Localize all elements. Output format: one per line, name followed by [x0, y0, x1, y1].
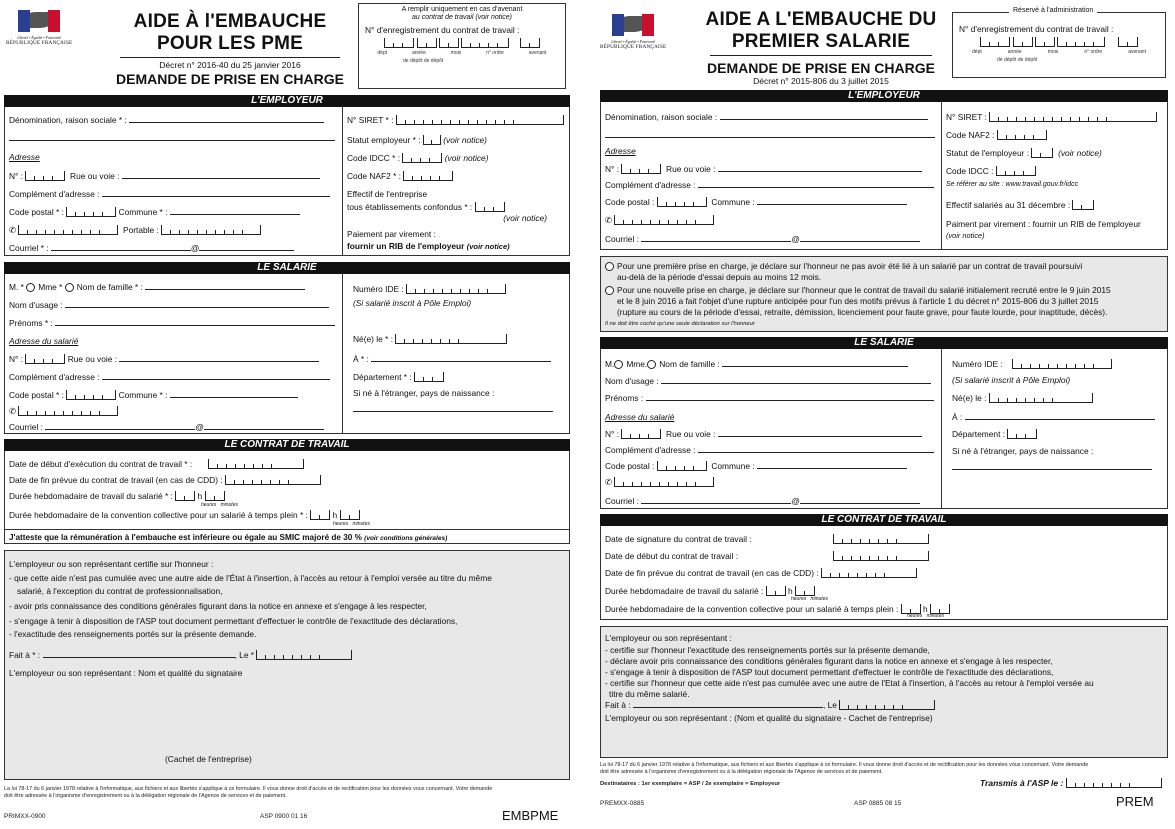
family-name-label: Nom de famille * : [76, 282, 143, 292]
email-domain-input[interactable] [800, 234, 920, 242]
street-number-input[interactable] [25, 171, 65, 181]
employee-email-input[interactable] [641, 496, 791, 504]
contract-box: Date de signature du contrat de travail : Date de début du contrat de travail : Date de fin prévue du contrat de travail (en cas de CDD) : Durée hebdomadaire de travail du salarié : h heures minutes Durée hebdomadaire de la convention collective pour un salarié à temps plein : h heures minutes [600, 526, 1168, 620]
email-at: @ [190, 243, 200, 253]
birth-place-input[interactable] [965, 412, 1155, 420]
fait-input[interactable] [43, 650, 235, 658]
phone-icon: ✆ [605, 215, 613, 225]
idcc-label: Code IDCC * : [347, 153, 401, 163]
employee-city-input[interactable] [757, 461, 907, 469]
headcount-label: Effectif de l'entreprise [347, 189, 428, 199]
form-code: PRIMXX-0900 [4, 813, 46, 820]
birth-place-label: À * : [353, 354, 369, 364]
form-short-code: EMBPME [502, 808, 559, 823]
section-contrat: LE CONTRAT DE TRAVAIL [600, 514, 1168, 526]
asp-code: ASP 0885 08 15 [854, 800, 902, 807]
idcc-input[interactable] [402, 153, 442, 163]
admin-caption-note: au contrat de travail (voir notice) [412, 13, 512, 21]
marianne-logo: Liberté • Égalité • Fraternité RÉPUBLIQUE FRANÇAISE [600, 10, 666, 50]
employee-box: M. * Mme * Nom de famille * : Nom d'usage : Prénoms * : Adresse du salarié N° : Rue ou voie : Complément d'adresse : Code postal * : Commune * : ✆ Courriel : @ Numéro IDE : (Si salarié inscrit à Pôle Emploi) Né(e) le * : À * : Département * : Si né à l'étranger, pays de naissance : [4, 274, 570, 434]
birth-country-label: Si né à l'étranger, pays de naissance : [353, 388, 495, 398]
registration-digit-sub: de dépôt de dépôt [403, 58, 444, 65]
recipients: Destinataires : 1er exemplaire = ASP / 2e exemplaire = Employeur [600, 781, 781, 787]
section-contrat: LE CONTRAT DE TRAVAIL [4, 439, 570, 451]
contract-start-input[interactable] [208, 459, 304, 469]
phone-icon: ✆ [9, 225, 17, 235]
signature-date-input[interactable] [839, 700, 935, 710]
employee-complement-input[interactable] [698, 445, 934, 453]
email-input[interactable] [641, 234, 791, 242]
contract-signature-input[interactable] [833, 534, 929, 544]
family-name-input[interactable] [145, 282, 305, 290]
phone-icon: ✆ [605, 477, 613, 487]
denomination-input-2[interactable] [9, 133, 335, 141]
phone-icon: ✆ [9, 406, 17, 416]
idcc-input[interactable] [996, 166, 1036, 176]
phone-input[interactable] [18, 225, 118, 235]
legal-notice: La loi 78-17 du 6 janvier 1978 relative à l'informatique, aux fichiers et aux libertés s'applique à ce formulaire. Il vous donne droit d'accès et de rectification pour les données vous concernant. Votre demande doit être adressée à l'organisme d'enregistrement ou à la délégation régionale de l'Agence de services et de paiement. [4, 786, 493, 799]
street-input[interactable] [122, 171, 320, 179]
admin-caption: A remplir uniquement en cas d'avenant [401, 6, 523, 13]
form-title-block [102, 12, 358, 86]
decree: Décret n° 2015-806 du 3 juillet 2015 [753, 76, 889, 86]
civ-mme-radio[interactable] [65, 283, 74, 292]
title-line-2: POUR LES PME [157, 33, 303, 54]
employee-email-domain-input[interactable] [204, 422, 324, 430]
transmis-date-input[interactable] [1066, 778, 1162, 788]
admin-box: Réservé à l'administration N° d'enregistrement du contrat de travail : dépt année mois n° ordre avenant de dépôt de dépôt [952, 12, 1166, 78]
weekly-hours-input[interactable] [766, 586, 786, 596]
employee-postcode-input[interactable] [66, 390, 116, 400]
address-complement-input[interactable] [698, 180, 934, 188]
signatory-label: L'employeur ou son représentant : (Nom et qualité du signataire - Cachet de l'entreprise) [605, 713, 933, 723]
ide-label: Numéro IDE : [353, 284, 404, 294]
naf-label: Code NAF2 * : [347, 171, 401, 181]
form-title: DEMANDE DE PRISE EN CHARGE [707, 60, 935, 76]
weekly-hours-input[interactable] [175, 491, 195, 501]
denomination-input-2[interactable] [605, 130, 935, 138]
employee-email-domain-input[interactable] [800, 496, 920, 504]
street-number-input[interactable] [621, 164, 661, 174]
decree: Décret n° 2016-40 du 25 janvier 2016 [159, 60, 301, 70]
logo-republique: RÉPUBLIQUE FRANÇAISE [6, 40, 73, 46]
idcc-site: Se référer au site : www.travail.gouv.fr/idcc [946, 181, 1079, 188]
birth-country-input[interactable] [353, 404, 553, 412]
title-line-2: PREMIER SALARIE [731, 31, 911, 52]
employee-box: M. Mme. Nom de famille : Nom d'usage : Prénoms : Adresse du salarié N° : Rue ou voie : Complément d'adresse : Code postal : Commune : ✆ Courriel : @ Numéro IDE : (Si salarié inscrit à Pôle Emploi) Né(e) le : À : Département : Si né à l'étranger, pays de naissance : [600, 349, 1168, 509]
mobile-label: Portable : [123, 225, 159, 235]
fait-label: Fait à * : [9, 650, 41, 660]
usage-name-input[interactable] [661, 376, 931, 384]
form-embauche-pme [4, 0, 570, 829]
phone-input[interactable] [614, 215, 714, 225]
address-complement-label: Complément d'adresse : [9, 189, 100, 199]
contract-end-input[interactable] [821, 568, 917, 578]
mobile-input[interactable] [161, 225, 261, 235]
headcount-input[interactable] [1072, 200, 1094, 210]
fait-input[interactable] [633, 700, 823, 708]
civ-mme-radio[interactable] [647, 360, 656, 369]
declaration-box: Pour une première prise en charge, je déclare sur l'honneur ne pas avoir été lié à un salarié par un contrat de travail poursuivi au-delà de la période d'essai depuis au moins 12 mois. Pour une nouvelle prise en charge, je déclare sur l'honneur que le contrat de travail du salarié initialement recruté entre le 9 juin 2015 et le 8 juin 2016 a fait l'objet d'une rupture anticipée pour l'un des motifs prévus à l'article 1 du décret n° 2015-806 du 3 juillet 2015 (rupture au cours de la période d'essai, retraite, démission, licenciement pour faute grave, pour faute lourde, pour inaptitude, décès). Il ne doit être coché qu'une seule déclaration sur l'honneur [600, 256, 1168, 332]
siret-label: N° SIRET * : [347, 115, 394, 125]
denomination-input[interactable] [129, 115, 324, 123]
contract-box: Date de début d'exécution du contrat de travail * : Date de fin prévue du contrat de travail (en cas de CDD) : Durée hebdomadaire de travail du salarié * : h heures minutes Durée hebdomadaire de la convention collective pour un salarié à temps plein * : h heures minutes J'atteste que la rémunération à l'embauche est inférieure ou égale au SMIC majoré de 30 % (voir conditions générales) [4, 451, 570, 544]
conv-minutes-input[interactable] [340, 510, 360, 520]
birth-country-input[interactable] [952, 462, 1152, 470]
employer-status-label: Statut employeur * : [347, 135, 421, 145]
registration-digit-labels: dépt année mois n° ordre avenant [377, 50, 547, 57]
siret-input[interactable] [396, 115, 564, 125]
registration-number-field[interactable] [365, 38, 559, 48]
company-stamp-label: (Cachet de l'entreprise) [165, 754, 252, 764]
weekly-minutes-input[interactable] [205, 491, 225, 501]
employee-address-heading: Adresse du salarié [9, 336, 79, 346]
headcount-input[interactable] [475, 202, 505, 212]
employee-street-number-input[interactable] [621, 429, 661, 439]
payment-label: Paiment par virement : fournir un RIB de l'employeur [946, 219, 1141, 229]
form-premier-salarie [600, 0, 1168, 829]
legal-notice: La loi 78-17 du 6 janvier 1978 relative à l'informatique, aux fichiers et aux libertés s'applique à ce formulaire. Il vous donne droit d'accès et de rectification pour les données vous concernant. Votre demande doit être adressée à l'organisme d'enregistrement ou à la délégation régionale de l'Agence de services et de paiement. [600, 762, 1089, 775]
email-domain-input[interactable] [199, 243, 294, 251]
form-title-block [692, 10, 950, 86]
city-label: Commune * : [118, 207, 168, 217]
section-employeur: L'EMPLOYEUR [4, 95, 570, 107]
civ-m-radio[interactable] [26, 283, 35, 292]
section-salarie: LE SALARIÉ [600, 337, 1168, 349]
birth-date-input[interactable] [989, 393, 1093, 403]
birth-date-input[interactable] [395, 334, 507, 344]
asp-code: ASP 0900 01 16 [260, 813, 308, 820]
employer-box: Dénomination, raison sociale * : Adresse N° : Rue ou voie : Complément d'adresse : Code postal * : Commune * : ✆ Portable : Courriel * : @ N° SIRET * : Statut employeur * : (voir notice) Code IDCC * : (voir notice) Code NAF2 * : Effectif de l'entreprise tous établissements confondus * : (voir notice) Paiement par virement : fournir un RIB de l'employeur (voir notice) [4, 107, 570, 256]
employee-postcode-input[interactable] [657, 461, 707, 471]
usage-name-input[interactable] [65, 300, 329, 308]
transmis-label: Transmis à l'ASP le : [980, 778, 1064, 788]
usage-name-label: Nom d'usage : [9, 300, 63, 310]
naf-input[interactable] [997, 130, 1047, 140]
postcode-input[interactable] [66, 207, 116, 217]
employee-phone-input[interactable] [18, 406, 118, 416]
first-names-input[interactable] [55, 318, 335, 326]
employee-email-input[interactable] [45, 422, 195, 430]
section-employeur: L'EMPLOYEUR [600, 90, 1168, 102]
employer-status-input[interactable] [1031, 148, 1053, 158]
signatory-label: L'employeur ou son représentant : Nom et qualité du signataire [9, 668, 243, 678]
employee-street-input[interactable] [718, 429, 922, 437]
city-input[interactable] [757, 197, 907, 205]
street-label: Rue ou voie : [70, 171, 120, 181]
first-names-input[interactable] [646, 393, 934, 401]
postcode-input[interactable] [657, 197, 707, 207]
registration-number-label: N° d'enregistrement du contrat de travail : [365, 25, 520, 36]
address-heading: Adresse [9, 152, 40, 162]
birth-date-label: Né(e) le * : [353, 334, 394, 344]
street-input[interactable] [718, 164, 922, 172]
conv-hours-input[interactable] [310, 510, 330, 520]
title-line-1: AIDE À l'EMBAUCHE [133, 11, 327, 32]
civ-m-radio[interactable] [614, 360, 623, 369]
employer-status-input[interactable] [423, 135, 441, 145]
employer-box: Dénomination, raison sociale : Adresse N° : Rue ou voie : Complément d'adresse : Code postal : Commune : ✆ Courriel : @ N° SIRET : Code NAF2 : Statut de l'employeur : (voir notice) Code IDCC : Se référer au site : www.travail.gouv.fr/idcc Effectif salariés au 31 décembre : Paiment par virement : fournir un RIB de l'employeur (voir notice) [600, 102, 1168, 250]
first-names-label: Prénoms * : [9, 318, 53, 328]
address-complement-input[interactable] [102, 189, 330, 197]
payment-label: Paiement par virement : [347, 229, 436, 239]
form-short-code: PREM [1116, 794, 1154, 809]
postcode-label: Code postal * : [9, 207, 64, 217]
logo-motto: Liberté • Égalité • Fraternité [17, 36, 62, 40]
weekly-minutes-input[interactable] [795, 586, 815, 596]
street-number-label: N° : [9, 171, 24, 181]
naf-input[interactable] [403, 171, 453, 181]
smic-attestation: J'atteste que la rémunération à l'embauche est inférieure ou égale au SMIC majoré de 30 % [9, 533, 362, 542]
section-salarie: LE SALARIÉ [4, 262, 570, 274]
birth-dept-input[interactable] [1007, 429, 1037, 439]
contract-end-input[interactable] [225, 475, 321, 485]
renewal-claim-radio[interactable] [605, 286, 614, 295]
employee-street-input[interactable] [119, 354, 319, 362]
admin-caption: Réservé à l'administration [1009, 7, 1097, 15]
form-title: DEMANDE DE PRISE EN CHARGE [116, 70, 344, 87]
family-name-input[interactable] [722, 359, 908, 367]
certification-box: L'employeur ou son représentant certifie sur l'honneur : - que cette aide n'est pas cumulée avec une autre aide de l'État à l'insertion, à l'accès au retour à l'emploi versée au titre du même salarié, à l'exception du contrat de professionnalisation, - avoir pris connaissance des conditions générales figurant dans la notice en annexe et s'engage à les respecter, - s'engage à tenir à disposition de l'ASP tout document permettant d'effectuer le contrôle de l'exactitude des déclarations, - l'exactitude des renseignements portés sur la présente demande. Fait à * : , Le * L'employeur ou son représentant : Nom et qualité du signataire (Cachet de l'entreprise) [4, 550, 570, 780]
birth-dept-input[interactable] [414, 372, 444, 382]
email-label: Courriel * : [9, 243, 49, 253]
denomination-input[interactable] [720, 112, 928, 120]
headcount-label-2: tous établissements confondus * : [347, 202, 473, 212]
certification-box: L'employeur ou son représentant : - certifie sur l'honneur l'exactitude des renseignements portés sur la présente demande, - déclare avoir pris connaissance des conditions générales figurant dans la notice en annexe et s'engage à les respecter, - s'engage à tenir à disposition de l'ASP tout document permettant d'effectuer le contrôle de l'exactitude des déclarations, - certifie sur l'honneur que cette aide n'est pas cumulée avec une autre de l'Etat à l'insertion, à l'accès au retour à l'emploi versée au titre du même salarié. Fait à : , Le L'employeur ou son représentant : (Nom et qualité du signataire - Cachet de l'entreprise) [600, 626, 1168, 758]
ide-input[interactable] [406, 284, 506, 294]
first-claim-radio[interactable] [605, 262, 614, 271]
form-code: PREMXX-0885 [600, 800, 645, 807]
city-input[interactable] [170, 207, 300, 215]
employee-phone-input[interactable] [614, 477, 714, 487]
rib-label: fournir un RIB de l'employeur [347, 241, 465, 251]
title-line-1: AIDE A L'EMBAUCHE DU [705, 9, 937, 30]
ide-input[interactable] [1012, 359, 1112, 369]
employee-street-number-input[interactable] [25, 354, 65, 364]
employee-city-input[interactable] [170, 390, 298, 398]
siret-input[interactable] [989, 112, 1157, 122]
admin-box [358, 3, 566, 89]
employee-complement-input[interactable] [102, 372, 330, 380]
denomination-label: Dénomination, raison sociale * : [9, 115, 127, 125]
registration-number-label: N° d'enregistrement du contrat de travail : [959, 24, 1114, 34]
marianne-logo [6, 6, 72, 46]
birth-place-input[interactable] [371, 354, 551, 362]
registration-number-field[interactable] [959, 37, 1159, 47]
email-input[interactable] [51, 243, 191, 251]
signature-date-input[interactable] [256, 650, 352, 660]
birth-dept-label: Département * : [353, 372, 412, 382]
contract-start-input[interactable] [833, 551, 929, 561]
